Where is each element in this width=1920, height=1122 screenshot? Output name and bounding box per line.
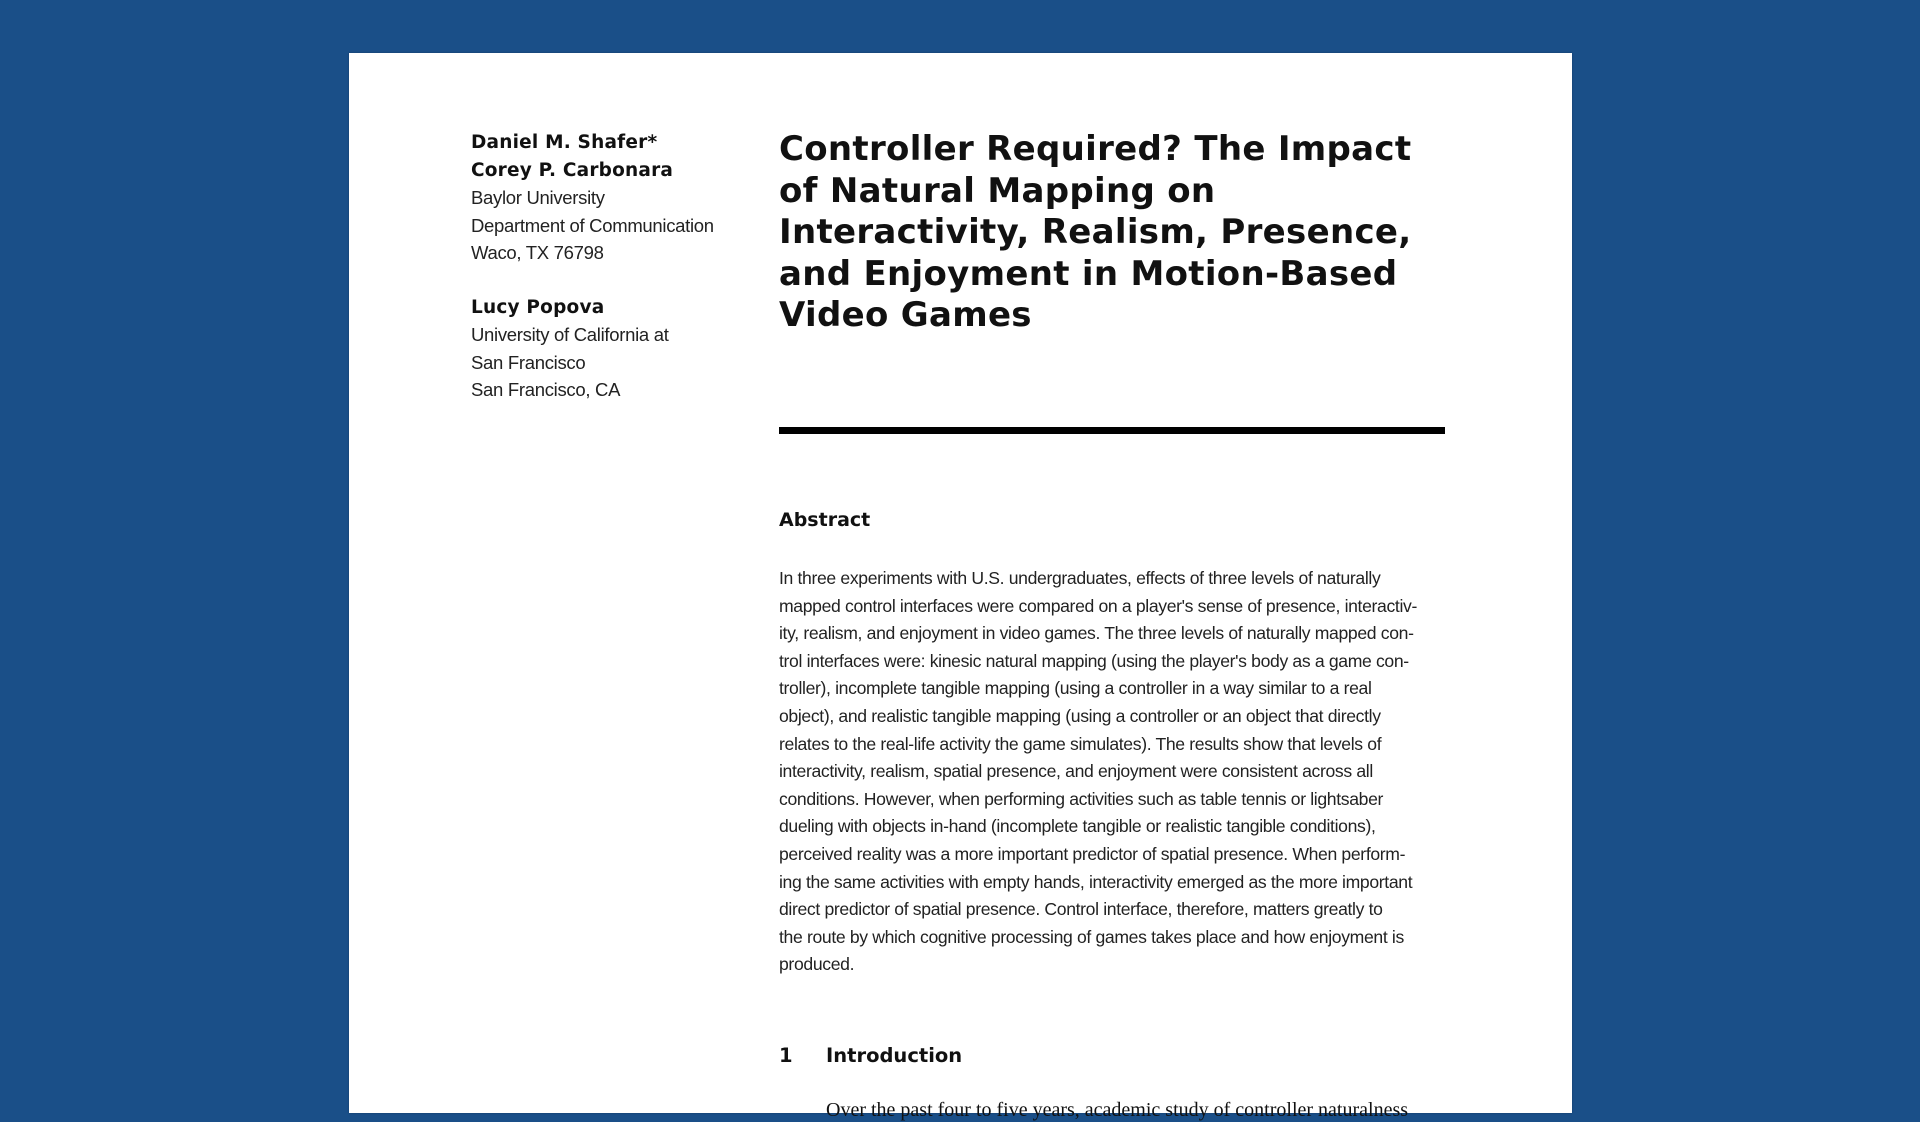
author-affiliation: Baylor University <box>471 187 605 208</box>
abstract-line: object), and realistic tangible mapping (using a controller or an object that directly <box>779 705 1381 726</box>
abstract-line: direct predictor of spatial presence. Control interface, therefore, matters greatly to <box>779 899 1383 920</box>
author-name: Lucy Popova <box>471 296 605 318</box>
abstract-line: troller), incomplete tangible mapping (using a controller in a way similar to a real <box>779 678 1372 699</box>
abstract-text <box>779 565 1449 979</box>
section-number: 1 <box>779 1044 793 1067</box>
title-line: and Enjoyment in Motion-Based <box>779 253 1398 294</box>
paper-title <box>779 129 1449 337</box>
title-rule <box>779 427 1445 434</box>
section-heading-introduction <box>779 1044 962 1067</box>
abstract-line: conditions. However, when performing activities such as table tennis or lightsaber <box>779 788 1384 809</box>
author-affiliation: Waco, TX 76798 <box>471 242 604 263</box>
abstract-line: In three experiments with U.S. undergraduates, effects of three levels of naturally <box>779 568 1381 588</box>
author-name: Daniel M. Shafer* <box>471 132 658 153</box>
abstract-line: trol interfaces were: kinesic natural mapping (using the player's body as a game con- <box>779 650 1409 671</box>
abstract-line: ing the same activities with empty hands, interactivity emerged as the more important <box>779 871 1413 892</box>
introduction-paragraph: Over the past four to five years, academic study of controller naturalness <box>826 1099 1409 1121</box>
title-line: Interactivity, Realism, Presence, <box>779 212 1412 252</box>
paper-page <box>349 53 1572 1121</box>
abstract-line: dueling with objects in-hand (incomplete tangible or realistic tangible conditions), <box>779 816 1376 837</box>
title-line: of Natural Mapping on <box>779 170 1216 211</box>
abstract-line: perceived reality was a more important predictor of spatial presence. When perform- <box>779 843 1406 864</box>
abstract-line: ity, realism, and enjoyment in video games. The three levels of naturally mapped con- <box>779 623 1414 644</box>
abstract-line: interactivity, realism, spatial presence, and enjoyment were consistent across all <box>779 761 1373 782</box>
author-affiliation: Department of Communication <box>471 214 714 236</box>
section-title: Introduction <box>826 1044 963 1067</box>
title-line: Video Games <box>779 295 1032 335</box>
author-affiliation: San Francisco, CA <box>471 379 621 400</box>
abstract-heading: Abstract <box>779 509 871 531</box>
author-block <box>471 129 771 404</box>
title-line: Controller Required? The Impact <box>779 129 1412 169</box>
abstract-line: produced. <box>779 954 855 975</box>
abstract-line: mapped control interfaces were compared on a player's sense of presence, interactiv- <box>779 595 1417 616</box>
author-affiliation: San Francisco <box>471 351 586 373</box>
author-name: Corey P. Carbonara <box>471 159 674 181</box>
abstract-line: the route by which cognitive processing of games takes place and how enjoyment is <box>779 926 1404 947</box>
author-affiliation: University of California at <box>471 324 669 345</box>
abstract-line: relates to the real-life activity the game simulates). The results show that levels of <box>779 733 1382 754</box>
main-column <box>779 129 1449 1121</box>
